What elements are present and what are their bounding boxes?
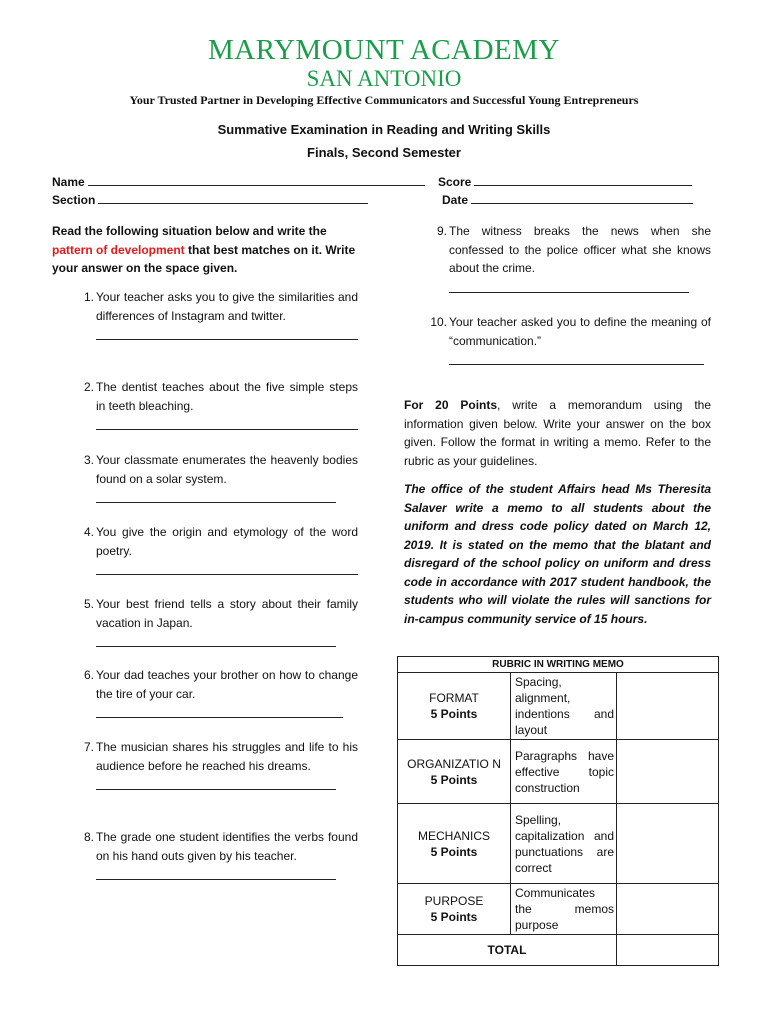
rubric-score-cell[interactable]: [617, 804, 719, 884]
question-number: 7.: [83, 740, 94, 754]
instructions-before: Read the following situation below and write the: [52, 224, 327, 238]
rubric-row: [398, 884, 719, 935]
rubric-score-cell[interactable]: [617, 740, 719, 804]
question-text: Your best friend tells a story about their family vacation in Japan.: [96, 597, 358, 630]
criterion-label: FORMAT: [429, 691, 479, 705]
question-number: 3.: [83, 453, 94, 467]
answer-line[interactable]: [449, 354, 704, 365]
memo-situation: The office of the student Affairs head Ms Theresita Salaver write a memo to all students about the uniform and dress code policy dated on March 12, 2019. It is stated on the memo that the blatant and disregard of the school policy on uniform and dress code in accordance with 2017 student handbook, the students who will violate the rules will sanctions for in-campus community service of 15 hours.: [404, 482, 711, 626]
date-label: Date: [442, 193, 469, 207]
criterion-points: 5 Points: [430, 844, 478, 859]
score-field[interactable]: [438, 175, 692, 189]
question-item: [430, 313, 711, 365]
question-item: [83, 595, 358, 647]
answer-line[interactable]: [96, 707, 343, 718]
rubric-criterion: [398, 884, 511, 935]
question-text: Your teacher asked you to define the meaning of “communication.”: [449, 315, 711, 348]
score-label: Score: [438, 175, 472, 189]
question-text: Your dad teaches your brother on how to change the tire of your car.: [96, 668, 358, 701]
instructions-highlight: pattern of development: [52, 242, 185, 257]
question-item: [83, 378, 358, 430]
answer-line[interactable]: [96, 419, 358, 430]
criterion-label: PURPOSE: [424, 894, 484, 908]
question-number: 8.: [83, 830, 94, 844]
criterion-label: MECHANICS: [417, 828, 490, 843]
answer-line[interactable]: [96, 329, 358, 340]
question-item: [83, 523, 358, 575]
school-tagline: Your Trusted Partner in Developing Effective Communicators and Successful Young Entrepreneurs: [129, 93, 639, 107]
rubric-row: [398, 740, 719, 804]
question-item: [83, 288, 358, 340]
question-text: The dentist teaches about the five simple steps in teeth bleaching.: [96, 380, 358, 413]
date-field[interactable]: [442, 193, 693, 207]
section-field[interactable]: [52, 193, 368, 207]
name-label: Name: [52, 175, 85, 189]
question-number: 6.: [83, 668, 94, 682]
answer-line[interactable]: [96, 869, 336, 880]
rubric-description: Communicates the memos purpose: [511, 884, 617, 935]
name-line[interactable]: [88, 175, 425, 186]
rubric-score-cell[interactable]: [617, 884, 719, 935]
question-number: 2.: [83, 380, 94, 394]
rubric-criterion: [398, 673, 511, 740]
question-item: [83, 666, 358, 718]
answer-line[interactable]: [96, 779, 336, 790]
rubric-total-score[interactable]: [617, 935, 719, 966]
answer-line[interactable]: [449, 282, 689, 293]
question-item: [83, 451, 358, 503]
school-branch: SAN ANTONIO: [306, 66, 462, 91]
memo-points-label: For 20 Points: [404, 398, 498, 412]
exam-title: Summative Examination in Reading and Writing Skills: [217, 122, 551, 137]
question-item: [436, 222, 711, 293]
instructions: [52, 222, 358, 278]
memo-instructions-text: , write a memorandum using the information given below. Write your answer on the box given. Follow the format in writing a memo. Refer to the rubric as your guidelines.: [404, 398, 712, 468]
criterion-points: 5 Points: [430, 910, 478, 924]
memo-instructions: [404, 396, 711, 470]
question-number: 4.: [83, 525, 94, 539]
criterion-points: 5 Points: [430, 772, 478, 787]
rubric-title: RUBRIC IN WRITING MEMO: [398, 657, 719, 673]
question-text: The witness breaks the news when she confessed to the police officer what she knows about the crime.: [449, 224, 711, 275]
question-item: [83, 738, 358, 790]
date-line[interactable]: [471, 193, 693, 204]
question-text: Your teacher asks you to give the similarities and differences of Instagram and twitter.: [96, 290, 358, 323]
rubric-criterion: [398, 740, 511, 804]
rubric-description: Spelling, capitalization and punctuations are correct: [511, 804, 617, 884]
question-text: The musician shares his struggles and life to his audience before he reached his dreams.: [96, 740, 358, 773]
question-number: 10.: [430, 315, 447, 329]
name-field[interactable]: [52, 175, 425, 189]
exam-subtitle: Finals, Second Semester: [307, 145, 461, 160]
section-label: Section: [52, 193, 96, 207]
criterion-label: ORGANIZATIO N: [407, 756, 501, 771]
score-line[interactable]: [474, 175, 692, 186]
criterion-points: 5 Points: [430, 707, 478, 721]
rubric-table: [397, 656, 719, 966]
question-item: [83, 828, 358, 880]
instructions-after: that best matches on it. Write your answer on the space given.: [52, 242, 356, 275]
rubric-description: Paragraphs have effective topic construction: [511, 740, 617, 804]
answer-line[interactable]: [96, 564, 358, 575]
question-number: 9.: [436, 224, 447, 238]
question-text: Your classmate enumerates the heavenly bodies found on a solar system.: [96, 453, 358, 486]
rubric-total-row: [398, 935, 719, 966]
rubric-total-label: TOTAL: [398, 935, 617, 966]
question-text: You give the origin and etymology of the word poetry.: [96, 525, 358, 558]
rubric-row: [398, 804, 719, 884]
rubric-criterion: [398, 804, 511, 884]
rubric-score-cell[interactable]: [617, 673, 719, 740]
school-name: MARYMOUNT ACADEMY: [208, 34, 560, 66]
question-text: The grade one student identifies the verbs found on his hand outs given by his teacher.: [96, 830, 358, 863]
section-line[interactable]: [98, 193, 368, 204]
rubric-description: Spacing, alignment, indentions and layout: [511, 673, 617, 740]
answer-line[interactable]: [96, 492, 336, 503]
question-number: 1.: [83, 290, 94, 304]
question-number: 5.: [83, 597, 94, 611]
answer-line[interactable]: [96, 636, 336, 647]
rubric-row: [398, 673, 719, 740]
